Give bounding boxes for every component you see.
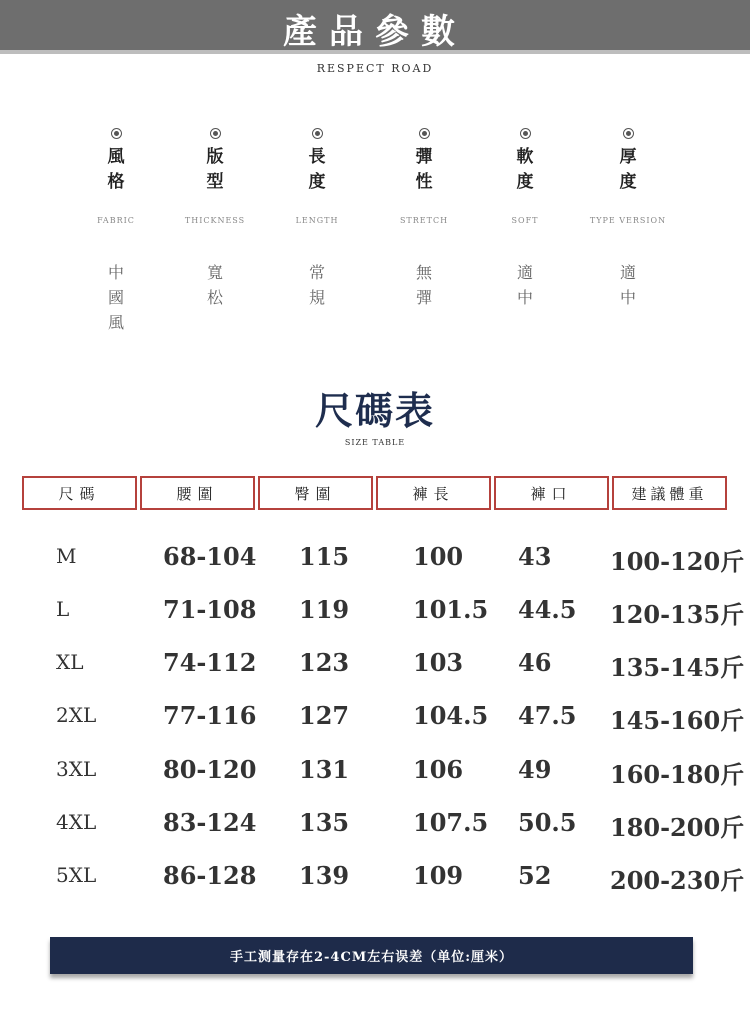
cell-length: 106: [413, 755, 464, 784]
param-value: 無彈: [415, 263, 432, 307]
table-row: [0, 808, 750, 848]
param-en: SOFT: [511, 216, 539, 225]
cell-size: 2XL: [56, 703, 97, 727]
cell-leg-opening: 47.5: [518, 701, 577, 730]
cell-hip: 115: [299, 542, 350, 571]
param-value: 常規: [308, 263, 325, 307]
cell-leg-opening: 50.5: [518, 808, 577, 837]
param-en: STRETCH: [399, 216, 449, 225]
param-name: 厚度: [619, 147, 637, 192]
cell-length: 101.5: [413, 595, 489, 624]
header-size: 尺碼: [22, 476, 137, 510]
cell-leg-opening: 43: [518, 542, 552, 571]
radio-dot-icon: [210, 128, 221, 139]
cell-hip: 127: [299, 701, 350, 730]
cell-leg-opening: 46: [518, 648, 552, 677]
table-row: [0, 648, 750, 688]
cell-hip: 131: [299, 755, 350, 784]
header-waist: 腰圍: [140, 476, 255, 510]
cell-waist: 80-120: [163, 755, 257, 784]
size-table-subtitle: SIZE TABLE: [344, 438, 406, 447]
cell-size: L: [56, 597, 70, 621]
cell-hip: 119: [299, 595, 350, 624]
cell-length: 104.5: [413, 701, 489, 730]
cell-length: 107.5: [413, 808, 489, 837]
radio-dot-icon: [111, 128, 122, 139]
cell-weight: 100-120斤: [610, 547, 745, 576]
measurement-note: 手工测量存在2-4CM左右误差（单位:厘米）: [50, 937, 693, 974]
param-name: 版型: [206, 147, 224, 192]
param-en: LENGTH: [295, 216, 339, 225]
cell-length: 103: [413, 648, 464, 677]
param-en: TYPE VERSION: [589, 216, 667, 225]
cell-size: 3XL: [56, 757, 97, 781]
page-subtitle: RESPECT ROAD: [316, 62, 434, 75]
cell-waist: 71-108: [163, 595, 257, 624]
cell-waist: 74-112: [163, 648, 257, 677]
cell-waist: 68-104: [163, 542, 257, 571]
header-length: 褲長: [376, 476, 491, 510]
param-stretch: [369, 128, 479, 307]
cell-waist: 77-116: [163, 701, 257, 730]
cell-weight: 200-230斤: [610, 866, 745, 895]
param-name: 長度: [308, 147, 326, 192]
header-hip: 臀圍: [258, 476, 373, 510]
table-row: [0, 542, 750, 582]
cell-leg-opening: 44.5: [518, 595, 577, 624]
radio-dot-icon: [312, 128, 323, 139]
param-value: 適中: [516, 263, 533, 307]
radio-dot-icon: [520, 128, 531, 139]
table-row: [0, 861, 750, 901]
param-name: 軟度: [516, 147, 534, 192]
cell-leg-opening: 49: [518, 755, 552, 784]
param-value: 中國風: [107, 263, 124, 332]
cell-weight: 180-200斤: [610, 813, 745, 842]
param-thickness: [573, 128, 683, 307]
cell-hip: 139: [299, 861, 350, 890]
cell-leg-opening: 52: [518, 861, 552, 890]
title-banner: [0, 0, 750, 54]
table-row: [0, 595, 750, 635]
cell-size: 4XL: [56, 810, 97, 834]
page-title: 產品參數: [283, 12, 467, 52]
param-name: 彈性: [415, 147, 433, 192]
param-name: 風格: [107, 147, 125, 192]
cell-length: 100: [413, 542, 464, 571]
cell-size: XL: [56, 650, 84, 674]
size-table-title: 尺碼表: [314, 388, 435, 433]
param-length: [262, 128, 372, 307]
param-en: FABRIC: [97, 216, 135, 225]
radio-dot-icon: [623, 128, 634, 139]
cell-waist: 86-128: [163, 861, 257, 890]
param-value: 適中: [619, 263, 636, 307]
cell-weight: 160-180斤: [610, 760, 745, 789]
header-leg-opening: 褲口: [494, 476, 609, 510]
cell-length: 109: [413, 861, 464, 890]
cell-size: M: [56, 544, 77, 568]
param-value: 寬松: [206, 263, 223, 307]
cell-waist: 83-124: [163, 808, 257, 837]
table-row: [0, 701, 750, 741]
cell-size: 5XL: [56, 863, 97, 887]
cell-weight: 135-145斤: [610, 653, 745, 682]
cell-hip: 123: [299, 648, 350, 677]
cell-hip: 135: [299, 808, 350, 837]
cell-weight: 120-135斤: [610, 600, 745, 629]
cell-weight: 145-160斤: [610, 706, 745, 735]
param-en: THICKNESS: [184, 216, 246, 225]
param-style: [61, 128, 171, 332]
param-fit: [160, 128, 270, 307]
param-softness: [470, 128, 580, 307]
header-weight: 建議體重: [612, 476, 727, 510]
table-row: [0, 755, 750, 795]
radio-dot-icon: [419, 128, 430, 139]
